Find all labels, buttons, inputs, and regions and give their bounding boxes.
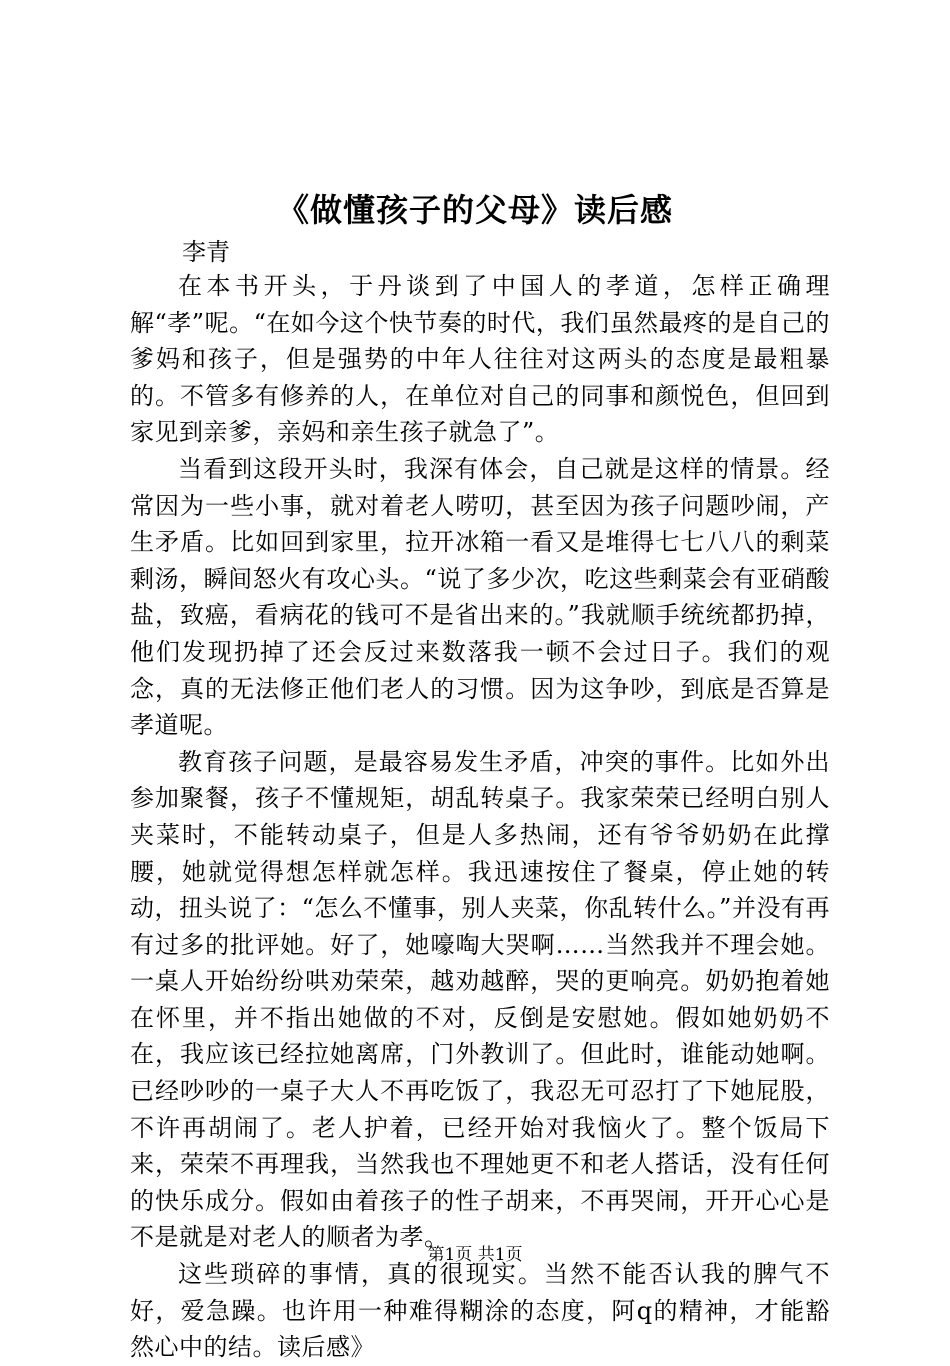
- paragraph: 当看到这段开头时，我深有体会，自己就是这样的情景。经常因为一些小事，就对着老人唠叨，甚至因为孩子问题吵闹，产生矛盾。比如回到家里，拉开冰箱一看又是堆得七七八八的剩菜剩汤，瞬间怒火有攻心头。“说了多少次，吃这些剩菜会有亚硝酸盐，致癌，看病花的钱可不是省出来的。”我就顺手统统都扔掉，他们发现扔掉了还会反过来数落我一顿不会过日子。我们的观念，真的无法修正他们老人的习惯。因为这争吵，到底是否算是孝道呢。: [130, 454, 830, 740]
- document-body: [130, 268, 830, 1366]
- document-title: 《做懂孩子的父母》读后感: [276, 191, 673, 229]
- document-author: 李青: [182, 238, 230, 266]
- paragraph: 教育孩子问题，是最容易发生矛盾，冲突的事件。比如外出参加聚餐，孩子不懂规矩，胡乱转桌子。我家荣荣已经明白别人夹菜时，不能转动桌子，但是人多热闹，还有爷爷奶奶在此撑腰，她就觉得想怎样就怎样。我迅速按住了餐桌，停止她的转动，扭头说了：“怎么不懂事，别人夹菜，你乱转什么。”并没有再有过多的批评她。好了，她嚎啕大哭啊……当然我并不理会她。一桌人开始纷纷哄劝荣荣，越劝越醉，哭的更响亮。奶奶抱着她在怀里，并不指出她做的不对，反倒是安慰她。假如她奶奶不在，我应该已经拉她离席，门外教训了。但此时，谁能动她啊。已经吵吵的一桌子大人不再吃饭了，我忍无可忍打了下她屁股，不许再胡闹了。老人护着，已经开始对我恼火了。整个饭局下来，荣荣不再理我，当然我也不理她更不和老人搭话，没有任何的快乐成分。假如由着孩子的性子胡来，不再哭闹，开开心心是不是就是对老人的顺者为孝。: [130, 747, 830, 1252]
- page-footer: 第1页 共1页: [427, 1245, 523, 1265]
- paragraph: 这些琐碎的事情，真的很现实。当然不能否认我的脾气不好，爱急躁。也许用一种难得糊涂的态度，阿q的精神，才能豁然心中的结。读后感》: [130, 1260, 830, 1362]
- paragraph: 在本书开头，于丹谈到了中国人的孝道，怎样正确理解“孝”呢。“在如今这个快节奏的时代，我们虽然最疼的是自己的爹妈和孩子，但是强势的中年人往往对这两头的态度是最粗暴的。不管多有修养的人，在单位对自己的同事和颜悦色，但回到家见到亲爹，亲妈和亲生孩子就急了”。: [130, 272, 830, 447]
